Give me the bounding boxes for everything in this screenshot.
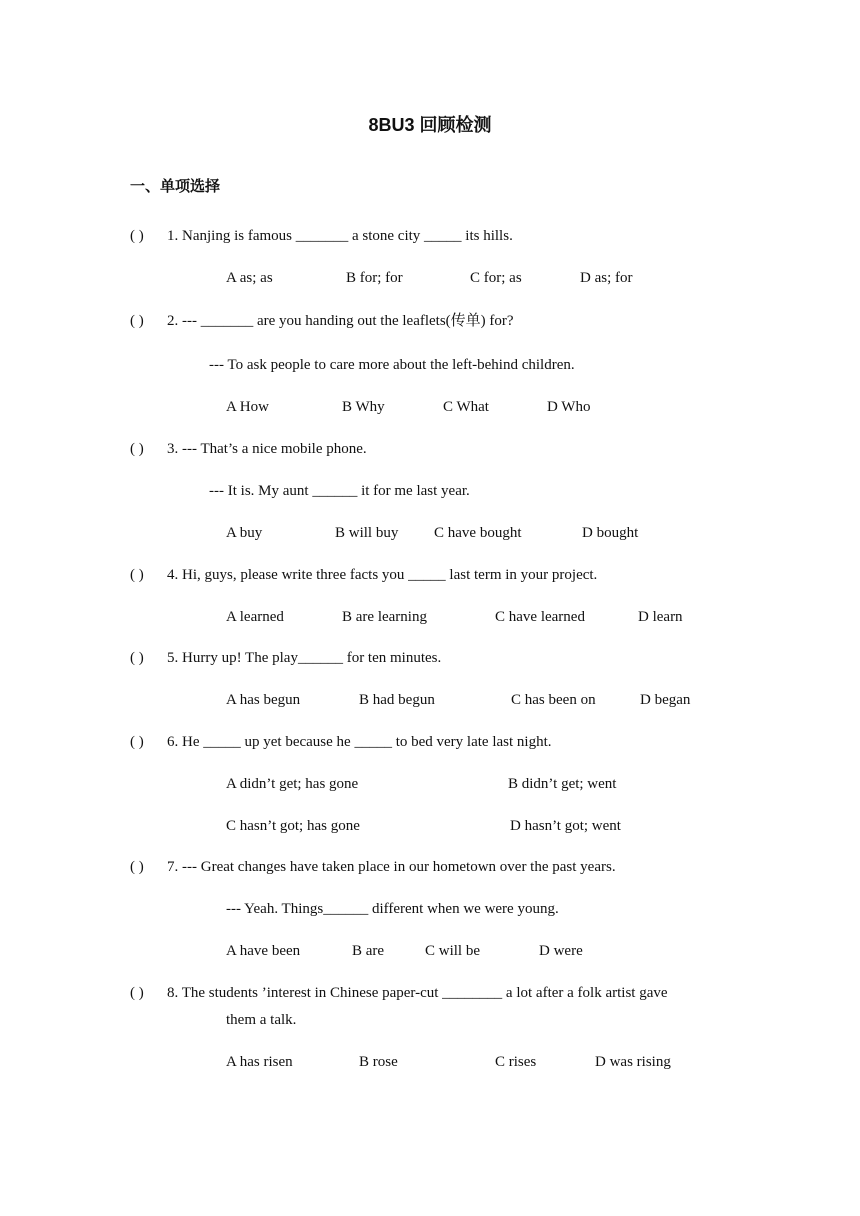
option-a: A didn’t get; has gone [226, 776, 359, 792]
option-d: D learn [638, 609, 683, 625]
option-a: A buy [226, 525, 263, 541]
option-c: C has been on [511, 692, 596, 708]
option-c: C will be [425, 943, 480, 959]
question-stem-continued: them a talk. [226, 1012, 297, 1028]
question-dialogue: --- Yeah. Things______ different when we were young. [226, 901, 559, 917]
question-stem: 8. The students ’interest in Chinese paper-cut ________ a lot after a folk artist gave [167, 985, 668, 1001]
answer-blank[interactable]: ( ) [130, 441, 144, 457]
answer-blank[interactable]: ( ) [130, 985, 144, 1001]
question-stem: 4. Hi, guys, please write three facts you _____ last term in your project. [167, 567, 598, 583]
question-stem: 2. --- _______ are you handing out the leaflets(传单) for? [167, 313, 514, 329]
question-stem: 1. Nanjing is famous _______ a stone city _____ its hills. [167, 228, 513, 244]
question-dialogue: --- It is. My aunt ______ it for me last year. [209, 483, 470, 499]
answer-blank[interactable]: ( ) [130, 228, 144, 244]
option-b: B for; for [346, 270, 403, 286]
option-c: C rises [495, 1054, 537, 1070]
answer-blank[interactable]: ( ) [130, 859, 144, 875]
option-d: D Who [547, 399, 591, 415]
option-c: C hasn’t got; has gone [226, 818, 360, 834]
answer-blank[interactable]: ( ) [130, 313, 144, 329]
page-title: 8BU3 回顾检测 [368, 115, 492, 135]
option-c: C for; as [470, 270, 522, 286]
option-a: A has begun [226, 692, 301, 708]
option-b: B had begun [359, 692, 435, 708]
option-d: D began [640, 692, 691, 708]
option-b: B are learning [342, 609, 427, 625]
option-b: B will buy [335, 525, 399, 541]
option-c: C What [443, 399, 489, 415]
option-d: D hasn’t got; went [510, 818, 621, 834]
option-d: D were [539, 943, 583, 959]
question-stem: 5. Hurry up! The play______ for ten minutes. [167, 650, 442, 666]
option-d: D was rising [595, 1054, 671, 1070]
question-stem: 3. --- That’s a nice mobile phone. [167, 441, 367, 457]
section-title: 一、单项选择 [130, 177, 221, 195]
option-d: D as; for [580, 270, 633, 286]
answer-blank[interactable]: ( ) [130, 567, 144, 583]
option-a: A has risen [226, 1054, 293, 1070]
question-stem: 7. --- Great changes have taken place in our hometown over the past years. [167, 859, 616, 875]
option-b: B rose [359, 1054, 398, 1070]
answer-blank[interactable]: ( ) [130, 734, 144, 750]
question-stem: 6. He _____ up yet because he _____ to bed very late last night. [167, 734, 552, 750]
option-a: A learned [226, 609, 284, 625]
option-a: A How [226, 399, 269, 415]
answer-blank[interactable]: ( ) [130, 650, 144, 666]
option-c: C have bought [434, 525, 522, 541]
option-d: D bought [582, 525, 639, 541]
option-a: A have been [226, 943, 301, 959]
question-dialogue: --- To ask people to care more about the left-behind children. [209, 357, 575, 373]
option-a: A as; as [226, 270, 273, 286]
option-b: B didn’t get; went [508, 776, 617, 792]
option-c: C have learned [495, 609, 585, 625]
option-b: B Why [342, 399, 385, 415]
option-b: B are [352, 943, 385, 959]
